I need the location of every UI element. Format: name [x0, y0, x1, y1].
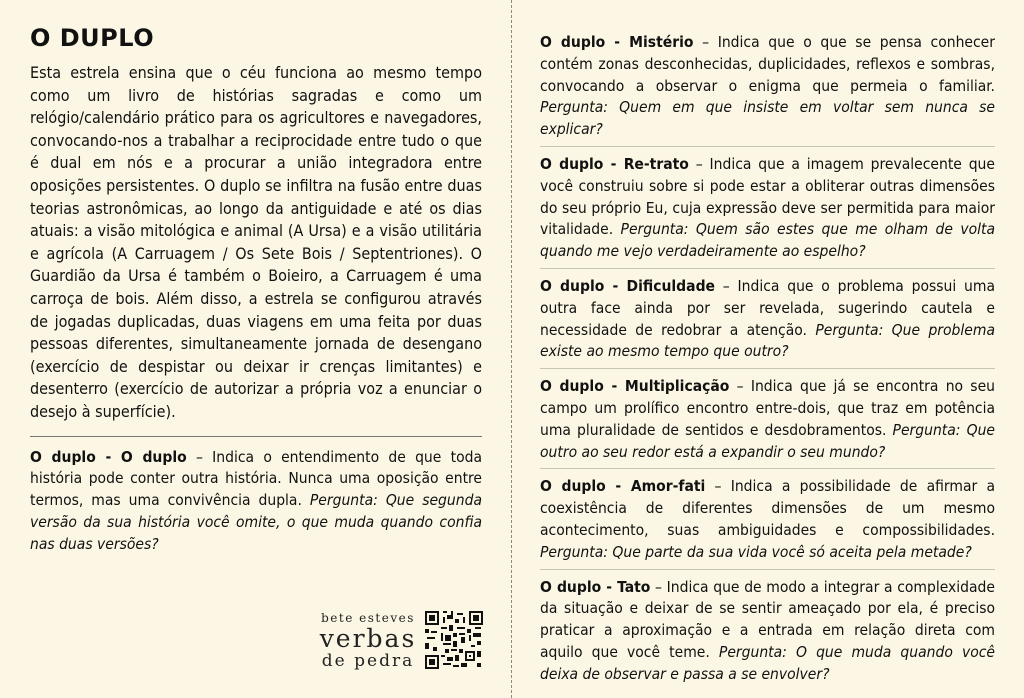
entry-amor-fati [540, 476, 995, 569]
right-column [540, 32, 995, 698]
entry-title: O duplo - Multiplicação [540, 377, 730, 396]
entry-text: – Indica que o problema possui uma outra face ainda por ser revelada, sugerindo cautela e necessidade de redobrar a atenção. [540, 276, 995, 339]
entry-title: O duplo - Amor-fati [540, 477, 706, 496]
entry-re-trato [540, 154, 995, 269]
entry-question: Pergunta: Que parte da sua vida você só aceita pela metade? [540, 542, 972, 561]
entry-dificuldade [540, 276, 995, 369]
brand-name-line2: de pedra [321, 651, 415, 671]
entry-title: O duplo - Dificuldade [540, 276, 716, 295]
entry-title: O duplo - Mistério [540, 33, 694, 51]
entry-o-duplo [30, 447, 482, 556]
entry-tato [540, 577, 995, 691]
page-title: O DUPLO [30, 24, 155, 52]
entry-text: – Indica que o que se pensa conhecer contém zonas desconhecidas, duplicidades, reflexos e sombras, convocando a observar o enigma que permeia o familiar. [540, 33, 995, 95]
brand-name-line1: verbas [319, 624, 417, 653]
entry-text: – Indica o entendimento de que toda história pode conter outra história. Nunca uma oposição entre termos, mas uma convivência dupla. [30, 447, 482, 510]
entry-text: – Indica a possibilidade de afirmar a coexistência de diferentes dimensões de um mesmo acontecimento, suas ambiguidades e compossibilidades. [540, 477, 995, 539]
section-rule [30, 436, 482, 437]
left-column [30, 24, 482, 555]
entry-question: Pergunta: Que outro ao seu redor está a expandir o seu mundo? [540, 420, 995, 461]
entry-question: Pergunta: Quem são estes que me olham de volta quando me vejo verdadeiramente ao espelho? [540, 220, 995, 261]
qr-code-icon [425, 611, 483, 669]
brand-logo [318, 610, 418, 671]
entry-text: – Indica que a imagem prevalecente que você construiu sobre si pode estar a obliterar outras dimensões do seu próprio Eu, cuja expressão deve ser permitida para maior vitalidade. [540, 154, 995, 239]
intro-text: Esta estrela ensina que o céu funciona ao mesmo tempo como um livro de histórias sagradas e como um relógio/calendário prático para os agricultores e navegadores, convocando-nos a trabalhar a reciprocidade entre tudo o que é dual em nós e a procurar a união integradora entre oposições persistentes. O duplo se infiltra na fusão entre duas teorias astronômicas, ao longo da antiguidade e até os dias atuais: a visão mitológica e animal (A Ursa) e a visão utilitária e agrícola (A Carruagem / Os Sete Bois / Septentriones). O Guardião da Ursa é também o Boieiro, a Carruagem é uma carroça de bois. Além disso, a estrela se configurou através de jogadas duplicadas, duas viagens em uma feita por duas pessoas diferentes, simultaneamente jornada de desengano (exercício de despistar ou deixar ir crenças limitantes) e desenterro (exercício de autorizar a própria voz a enunciar o desejo à superfície). [30, 63, 482, 421]
brand-author: bete esteves [321, 611, 415, 625]
entry-title: O duplo - Tato [540, 577, 651, 596]
entry-title: O duplo - O duplo [30, 447, 187, 466]
entry-text: – Indica que já se encontra no seu campo um prolífico encontro entre-dois, que traz em potência uma pluralidade de sentidos e desdobramentos. [540, 377, 995, 439]
entry-question: Pergunta: O que muda quando você deixa de observar e passa a se envolver? [540, 642, 995, 683]
entry-question: Pergunta: Que segunda versão da sua história você omite, o que muda quando confia nas duas versões? [30, 491, 482, 553]
entry-text: – Indica que de modo a integrar a complexidade da situação e deixar de se sentir ameaçado por ela, é preciso praticar a aproximação e a entrada em relação direta com aquilo que você teme. [540, 577, 995, 661]
entry-title: O duplo - Re-trato [540, 154, 689, 173]
entry-multiplicacao [540, 376, 995, 469]
fold-divider [511, 0, 512, 698]
entry-misterio [540, 32, 995, 147]
entry-question: Pergunta: Que problema existe ao mesmo tempo que outro? [540, 320, 995, 361]
entry-question: Pergunta: Quem em que insiste em voltar sem nunca se explicar? [540, 98, 995, 139]
